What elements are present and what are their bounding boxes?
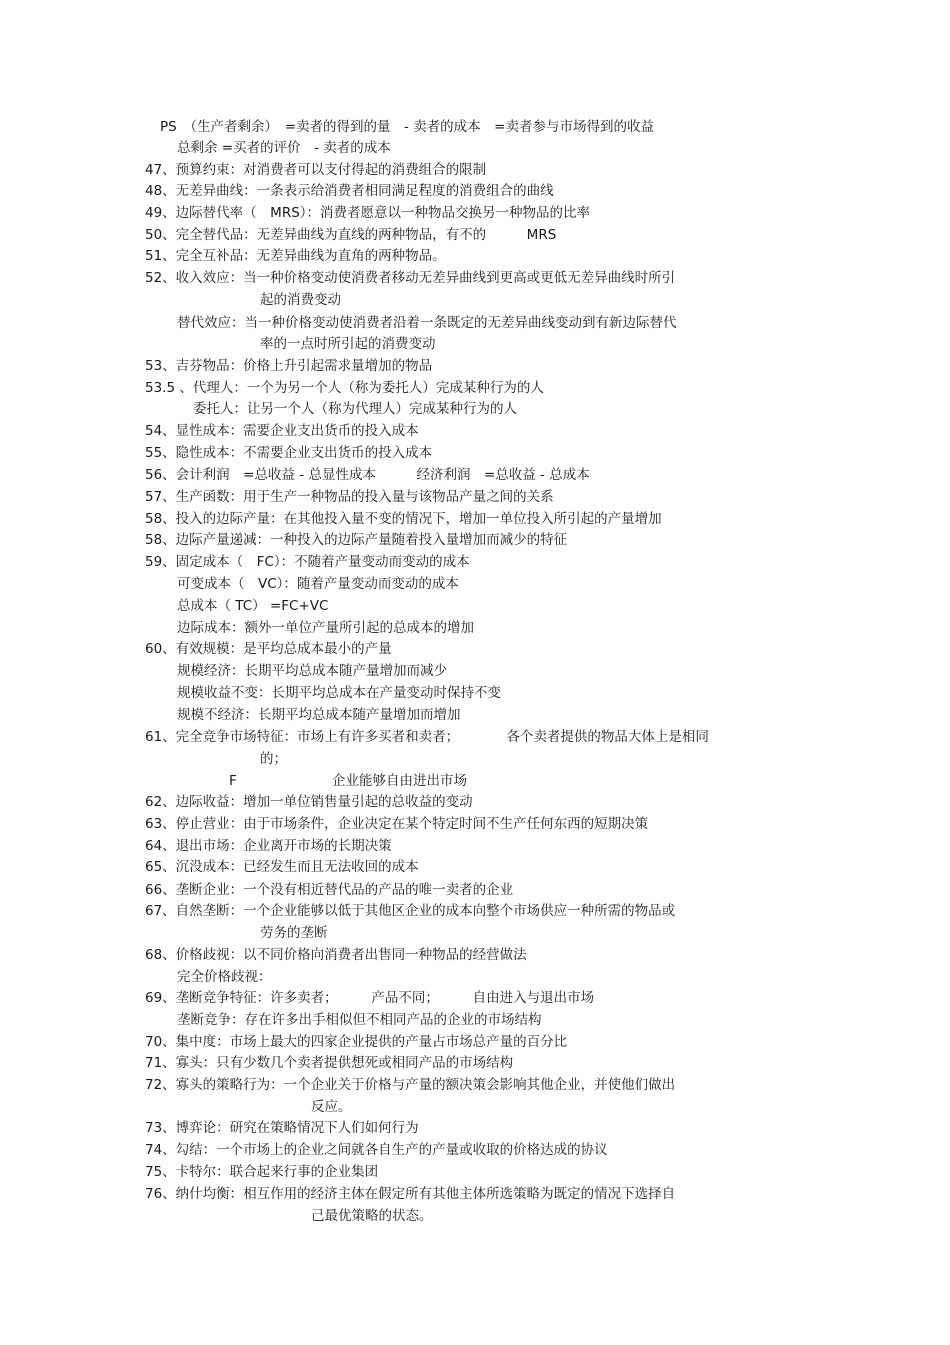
text-line: 47、预算约束：对消费者可以支付得起的消费组合的限制: [145, 162, 487, 178]
text-line: 60、有效规模：是平均总成本最小的产量: [145, 641, 392, 657]
text-line: 规模不经济：长期平均总成本随产量增加而增加: [177, 707, 461, 723]
text-line: 62、边际收益：增加一单位销售量引起的总收益的变动: [145, 794, 473, 810]
text-line: 59、固定成本（ FC）：不随着产量变动而变动的成本: [145, 554, 470, 570]
text-line: 58、投入的边际产量：在其他投入量不变的情况下，增加一单位投入所引起的产量增加: [145, 511, 662, 527]
text-line: PS （生产者剩余） =卖者的得到的量 - 卖者的成本 =卖者参与市场得到的收益: [160, 119, 654, 135]
text-line: 率的一点时所引起的消费变动: [260, 336, 436, 352]
text-line: 69、垄断竞争特征：许多卖者； 产品不同； 自由进入与退出市场: [145, 990, 595, 1006]
text-line: 64、退出市场：企业离开市场的长期决策: [145, 838, 392, 854]
text-line: 73、博弈论：研究在策略情况下人们如何行为: [145, 1120, 419, 1136]
text-line: 50、完全替代品：无差异曲线为直线的两种物品，有不的 MRS: [145, 227, 557, 243]
text-line: F: [229, 773, 237, 789]
text-line: 76、纳什均衡：相互作用的经济主体在假定所有其他主体所选策略为既定的情况下选择自: [145, 1186, 676, 1202]
text-line: 起的消费变动: [260, 292, 341, 308]
text-line: 委托人：让另一个人（称为代理人）完成某种行为的人: [193, 401, 517, 417]
text-line: 75、卡特尔：联合起来行事的企业集团: [145, 1164, 379, 1180]
text-line: 48、无差异曲线：一条表示给消费者相同满足程度的消费组合的曲线: [145, 183, 554, 199]
text-line: 54、显性成本：需要企业支出货币的投入成本: [145, 423, 419, 439]
text-line: 70、集中度：市场上最大的四家企业提供的产量占市场总产量的百分比: [145, 1034, 568, 1050]
text-line: 56、会计利润 =总收益 - 总显性成本 经济利润 =总收益 - 总成本: [145, 467, 590, 483]
text-line: 企业能够自由进出市场: [332, 773, 467, 789]
text-line: 52、收入效应：当一种价格变动使消费者移动无差异曲线到更高或更低无差异曲线时所引: [145, 270, 676, 286]
text-line: 58、边际产量递减：一种投入的边际产量随着投入量增加而减少的特征: [145, 532, 568, 548]
text-line: 边际成本：额外一单位产量所引起的总成本的增加: [177, 620, 474, 636]
text-line: 53.5 、代理人：一个为另一个人（称为委托人）完成某种行为的人: [145, 380, 544, 396]
text-line: 规模经济：长期平均总成本随产量增加而减少: [177, 663, 447, 679]
text-line: 67、自然垄断：一个企业能够以低于其他区企业的成本向整个市场供应一种所需的物品或: [145, 903, 676, 919]
text-line: 总成本（ TC） =FC+VC: [177, 598, 329, 614]
text-line: 74、勾结：一个市场上的企业之间就各自生产的产量或收取的价格达成的协议: [145, 1142, 608, 1158]
text-line: 61、完全竞争市场特征：市场上有许多买者和卖者； 各个卖者提供的物品大体上是相同: [145, 729, 709, 745]
text-line: 66、垄断企业：一个没有相近替代品的产品的唯一卖者的企业: [145, 882, 514, 898]
text-line: 51、完全互补品：无差异曲线为直角的两种物品。: [145, 248, 446, 264]
text-line: 55、隐性成本：不需要企业支出货币的投入成本: [145, 445, 433, 461]
text-line: 垄断竞争：存在许多出手相似但不相同产品的企业的市场结构: [177, 1012, 542, 1028]
text-line: 68、价格歧视：以不同价格向消费者出售同一种物品的经营做法: [145, 947, 527, 963]
text-line: 71、寡头：只有少数几个卖者提供想死或相同产品的市场结构: [145, 1055, 514, 1071]
text-line: 53、吉芬物品：价格上升引起需求量增加的物品: [145, 358, 433, 374]
text-line: 完全价格歧视：: [177, 969, 272, 985]
text-line: 总剩余 =买者的评价 - 卖者的成本: [177, 140, 391, 156]
text-line: 己最优策略的状态。: [311, 1208, 433, 1224]
text-line: 规模收益不变：长期平均总成本在产量变动时保持不变: [177, 685, 501, 701]
text-line: 的；: [260, 751, 287, 767]
text-line: 65、沉没成本：已经发生而且无法收回的成本: [145, 859, 419, 875]
text-line: 49、边际替代率（ MRS）：消费者愿意以一种物品交换另一种物品的比率: [145, 205, 591, 221]
text-line: 劳务的垄断: [260, 925, 328, 941]
text-line: 57、生产函数：用于生产一种物品的投入量与该物品产量之间的关系: [145, 489, 554, 505]
text-line: 替代效应：当一种价格变动使消费者沿着一条既定的无差异曲线变动到有新边际替代: [177, 315, 677, 331]
text-line: 可变成本（ VC）：随着产量变动而变动的成本: [177, 576, 459, 592]
text-line: 反应。: [311, 1099, 352, 1115]
text-line: 63、停止营业：由于市场条件，企业决定在某个特定时间不生产任何东西的短期决策: [145, 816, 649, 832]
text-line: 72、寡头的策略行为：一个企业关于价格与产量的额决策会影响其他企业，并使他们做出: [145, 1077, 676, 1093]
